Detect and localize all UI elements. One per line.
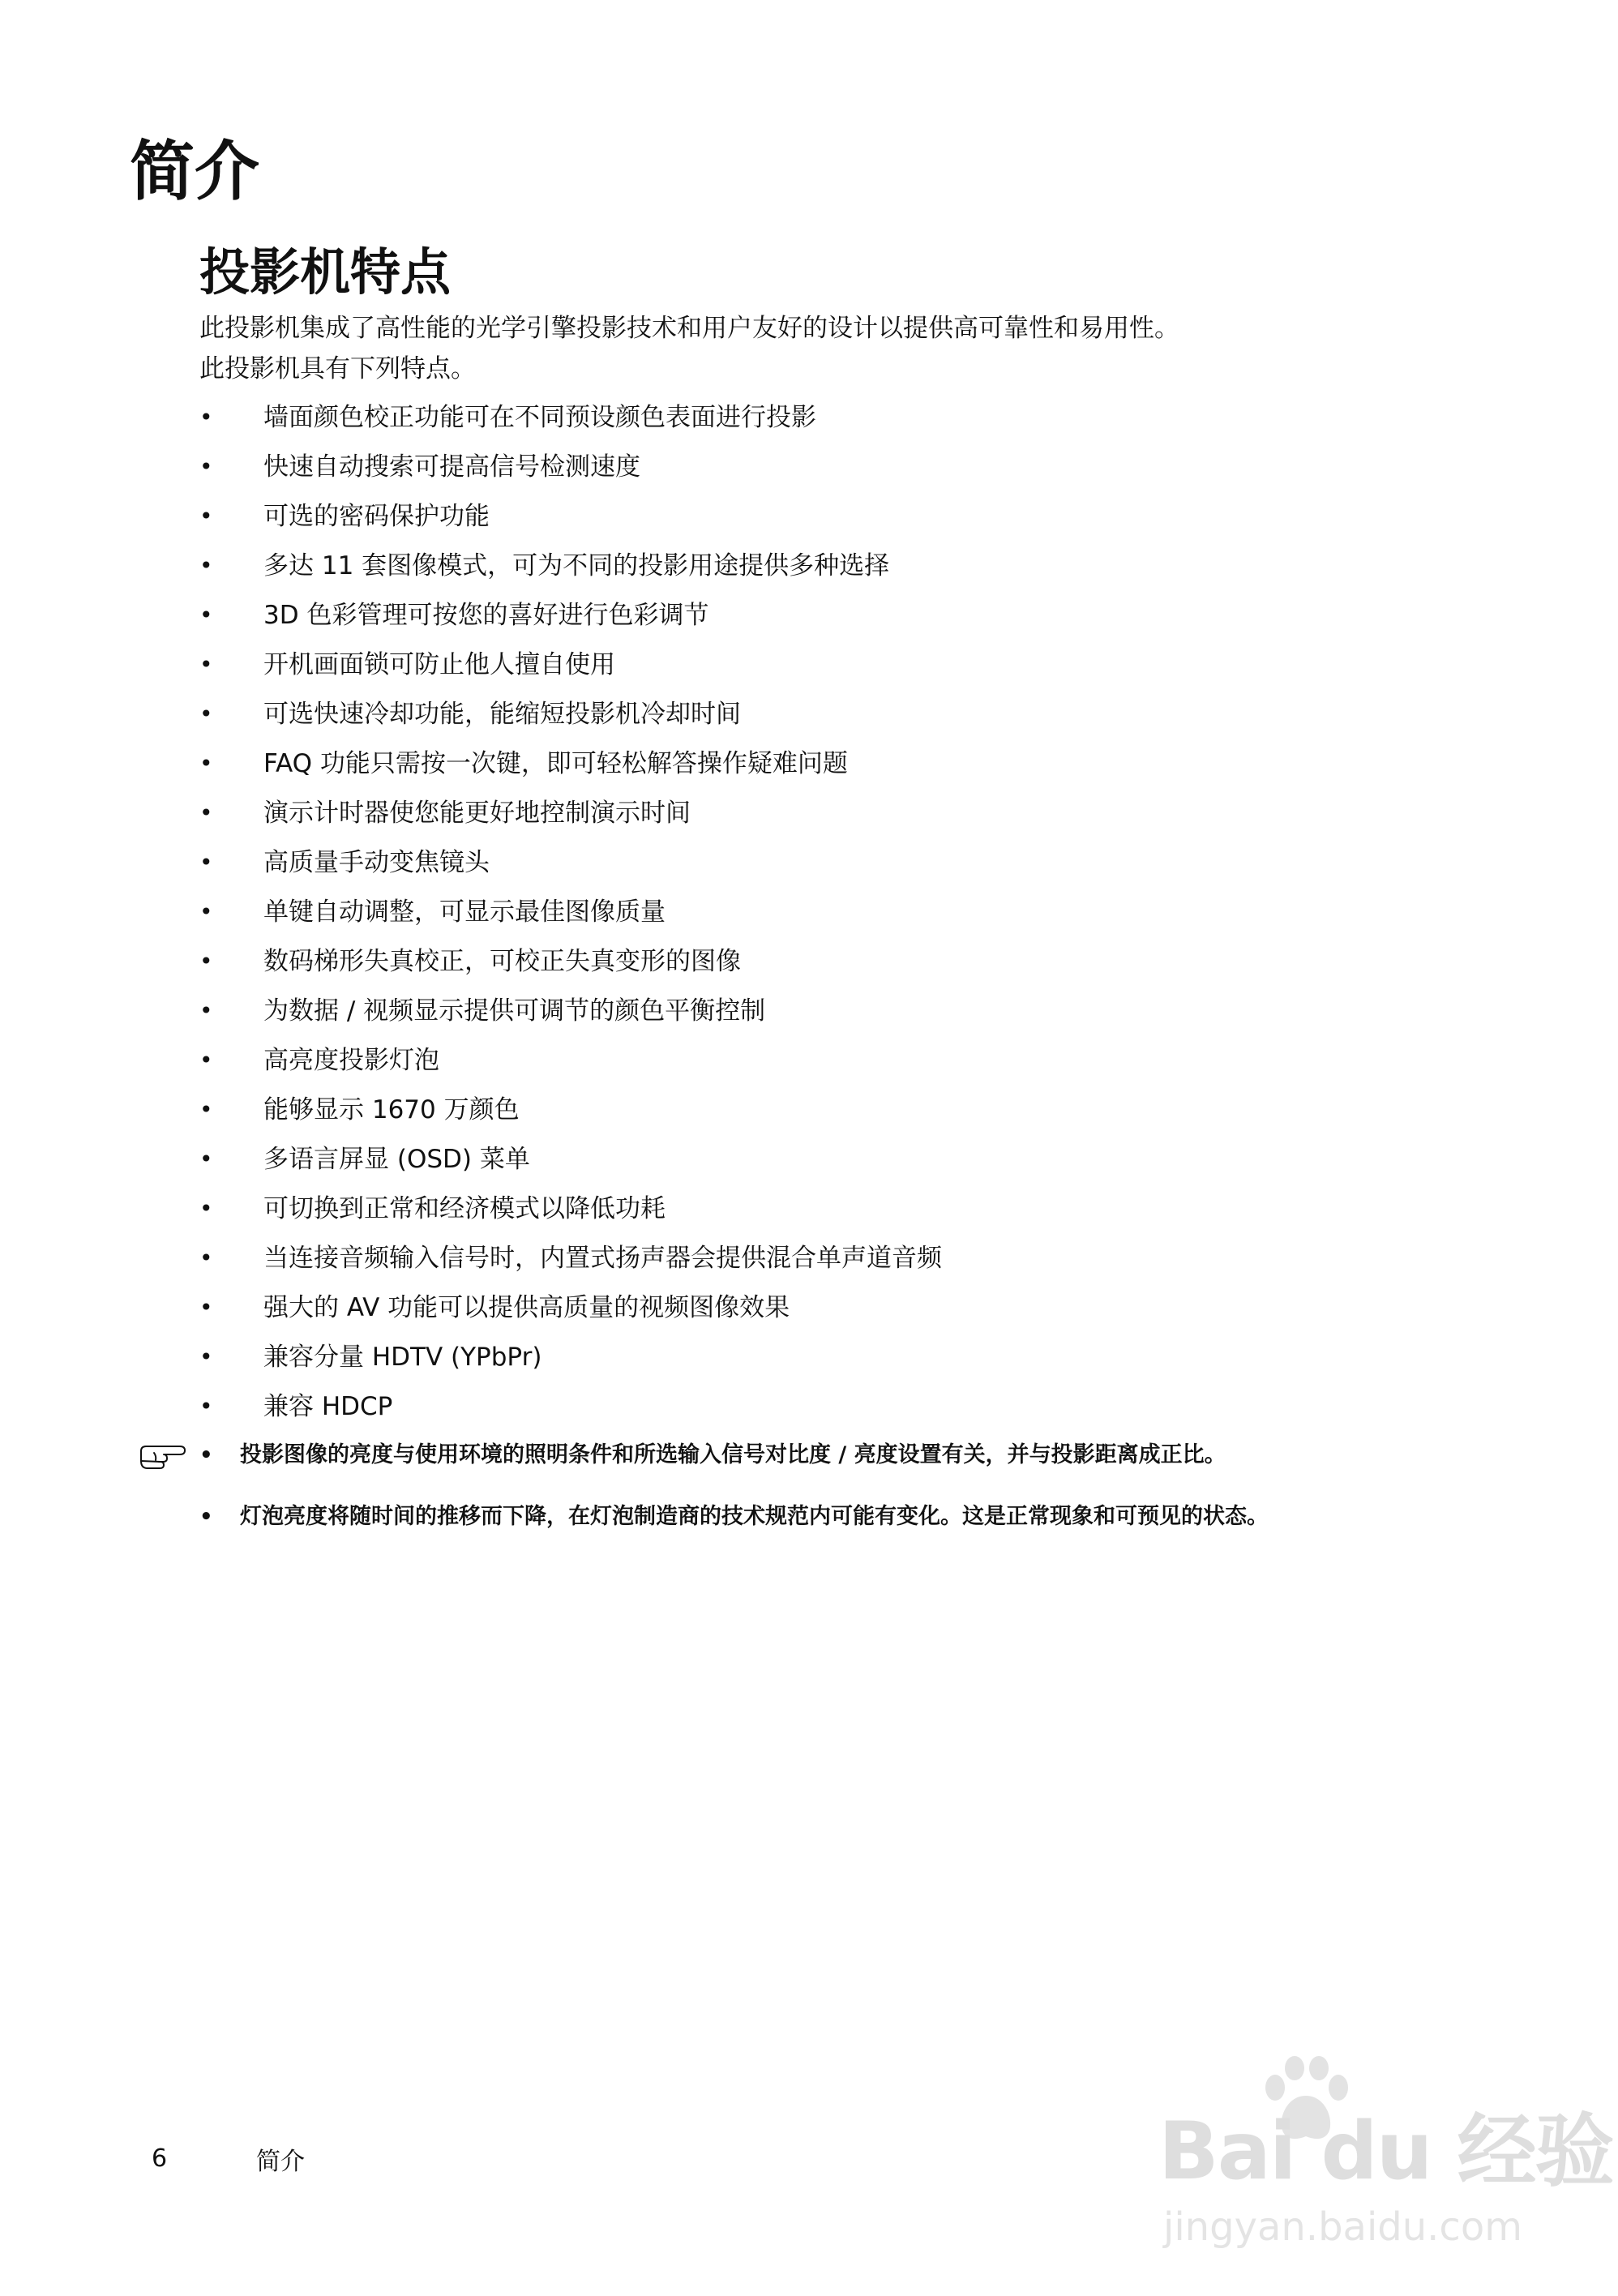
feature-text: FAQ 功能只需按一次键，即可轻松解答操作疑难问题 <box>263 749 848 778</box>
feature-text: 数码梯形失真校正，可校正失真变形的图像 <box>263 947 741 976</box>
intro-paragraph: 此投影机集成了高性能的光学引擎投影技术和用户友好的设计以提供高可靠性和易用性。 <box>199 314 1179 343</box>
watermark-brand: Bai du 经验 <box>1158 2105 1613 2198</box>
feature-text: 3D 色彩管理可按您的喜好进行色彩调节 <box>263 601 709 630</box>
bullet-icon: • <box>199 799 213 826</box>
footer-section-label: 简介 <box>256 2148 305 2176</box>
feature-text: 强大的 AV 功能可以提供高质量的视频图像效果 <box>263 1293 790 1322</box>
bullet-icon: • <box>199 1096 213 1123</box>
feature-text: 墙面颜色校正功能可在不同预设颜色表面进行投影 <box>263 403 816 432</box>
bullet-icon: • <box>199 1244 213 1271</box>
bullet-icon: • <box>199 1393 213 1420</box>
feature-text: 快速自动搜索可提高信号检测速度 <box>263 452 640 482</box>
feature-text: 可选的密码保护功能 <box>263 502 490 531</box>
bullet-icon: • <box>199 700 213 727</box>
bullet-icon: • <box>199 948 213 975</box>
bullet-icon: • <box>199 503 213 529</box>
feature-text: 单键自动调整，可显示最佳图像质量 <box>263 897 666 927</box>
bullet-icon: • <box>199 602 213 628</box>
feature-text: 可切换到正常和经济模式以降低功耗 <box>263 1194 666 1223</box>
bullet-icon: • <box>199 1146 213 1172</box>
bullet-icon: • <box>199 1443 213 1467</box>
note-text: 灯泡亮度将随时间的推移而下降，在灯泡制造商的技术规范内可能有变化。这是正常现象和可预见的状态。 <box>240 1504 1269 1529</box>
feature-text: 高亮度投影灯泡 <box>263 1046 439 1075</box>
bullet-icon: • <box>199 552 213 579</box>
feature-text: 演示计时器使您能更好地控制演示时间 <box>263 799 691 828</box>
section-title: 投影机特点 <box>199 242 452 302</box>
bullet-icon: • <box>199 849 213 876</box>
page-title: 简介 <box>130 134 259 209</box>
bullet-icon: • <box>199 898 213 925</box>
intro-paragraph: 此投影机具有下列特点。 <box>199 354 476 383</box>
bullet-icon: • <box>199 651 213 678</box>
feature-text: 多达 11 套图像模式，可为不同的投影用途提供多种选择 <box>263 551 890 580</box>
bullet-icon: • <box>199 750 213 777</box>
bullet-icon: • <box>199 997 213 1024</box>
note-item <box>138 1498 1548 1560</box>
feature-text: 可选快速冷却功能，能缩短投影机冷却时间 <box>263 700 741 729</box>
feature-text: 能够显示 1670 万颜色 <box>263 1095 520 1124</box>
note-item <box>138 1437 1548 1498</box>
watermark-url: jingyan.baidu.com <box>1163 2204 1522 2250</box>
feature-text: 多语言屏显 (OSD) 菜单 <box>263 1145 530 1174</box>
feature-text: 当连接音频输入信号时，内置式扬声器会提供混合单声道音频 <box>263 1244 942 1273</box>
bullet-icon: • <box>199 453 213 480</box>
bullet-icon: • <box>199 1195 213 1222</box>
bullet-icon: • <box>199 404 213 430</box>
feature-text: 高质量手动变焦镜头 <box>263 848 490 877</box>
bullet-icon: • <box>199 1047 213 1073</box>
feature-text: 为数据 / 视频显示提供可调节的颜色平衡控制 <box>263 996 766 1026</box>
bullet-icon: • <box>199 1343 213 1370</box>
notes-section <box>138 1437 1548 1560</box>
note-text: 投影图像的亮度与使用环境的照明条件和所选输入信号对比度 / 亮度设置有关，并与投影距离成正比。 <box>240 1442 1226 1467</box>
feature-text: 兼容 HDCP <box>263 1392 393 1421</box>
feature-text: 兼容分量 HDTV (YPbPr) <box>263 1343 542 1372</box>
pointing-hand-icon <box>138 1443 195 1471</box>
page-number: 6 <box>152 2144 168 2173</box>
baidu-watermark <box>1139 2055 1613 2258</box>
bullet-icon: • <box>199 1294 213 1321</box>
bullet-icon: • <box>199 1505 213 1529</box>
feature-text: 开机画面锁可防止他人擅自使用 <box>263 650 615 679</box>
